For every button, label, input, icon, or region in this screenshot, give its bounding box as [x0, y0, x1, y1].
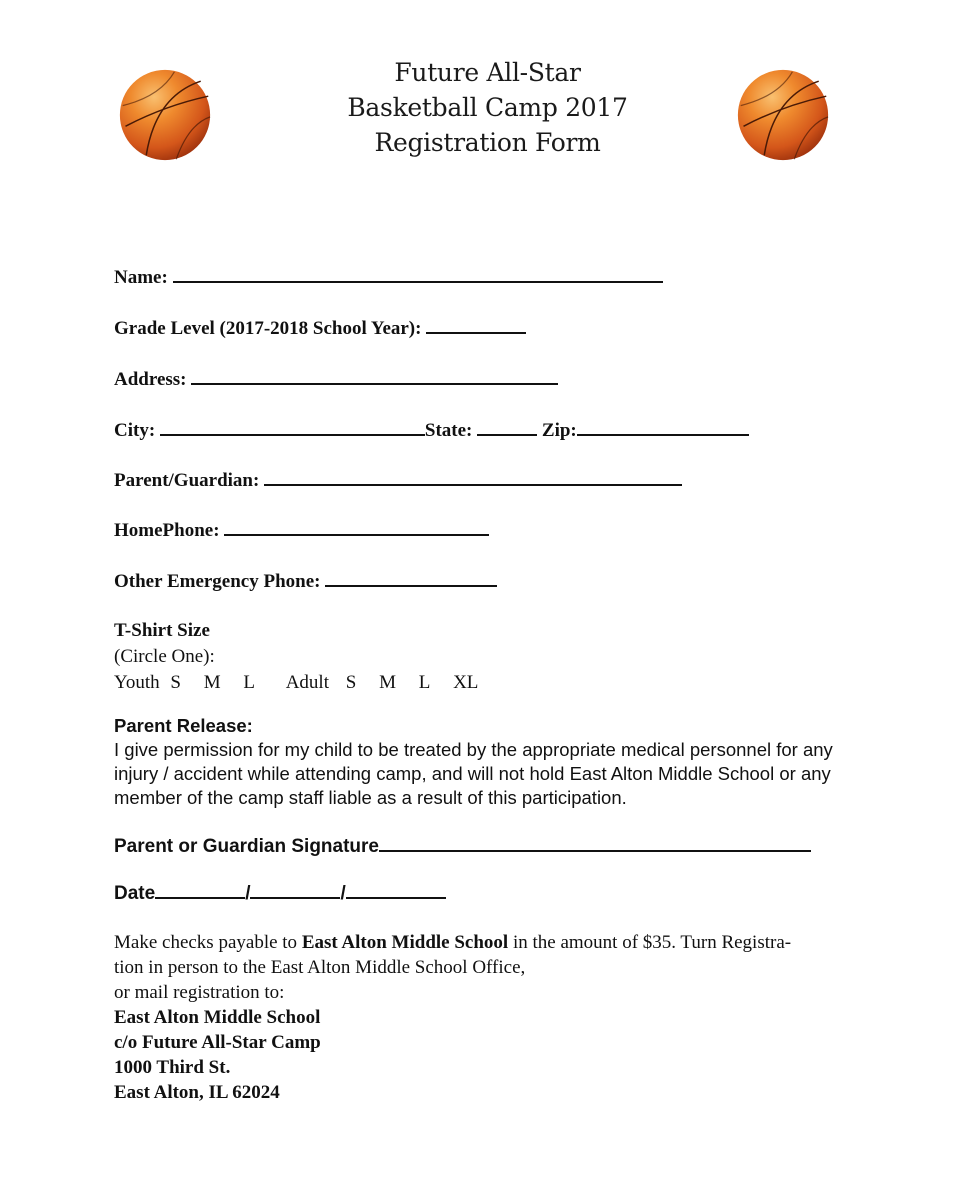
home-phone-input-line[interactable]: [224, 517, 489, 536]
size-option[interactable]: XL: [453, 672, 479, 693]
release-heading: Parent Release:: [114, 715, 253, 736]
address-label: Address:: [114, 369, 187, 390]
date-label: Date: [114, 883, 156, 904]
mailing-address-line: East Alton Middle School: [114, 1007, 321, 1028]
size-option[interactable]: L: [243, 672, 255, 693]
state-label: State:: [424, 420, 473, 441]
grade-input-line[interactable]: [426, 315, 526, 334]
parent-label: Parent/Guardian:: [114, 470, 260, 491]
zip-label: Zip:: [541, 420, 577, 441]
city-input-line[interactable]: [160, 417, 425, 436]
payee-name: East Alton Middle School: [301, 932, 509, 953]
grade-label: Grade Level (2017-2018 School Year):: [114, 318, 422, 339]
date-month-line[interactable]: [155, 880, 245, 899]
date-row: [114, 880, 446, 905]
title-line: Future All-Star: [394, 58, 581, 87]
instructions-line: tion in person to the East Alton Middle School Office,: [114, 957, 526, 978]
mailing-address-line: c/o Future All-Star Camp: [114, 1032, 321, 1053]
size-option[interactable]: M: [379, 672, 396, 693]
payment-instructions: [114, 930, 854, 1105]
instructions-text: in the amount of $35. Turn Registra-: [508, 932, 792, 953]
instructions-line: [114, 930, 854, 955]
title-line: Registration Form: [374, 128, 601, 157]
size-option[interactable]: S: [170, 672, 181, 693]
emergency-phone-field: [114, 568, 497, 593]
name-field: [114, 264, 663, 289]
date-separator: /: [245, 883, 251, 904]
home-phone-field: [114, 517, 489, 542]
emergency-phone-input-line[interactable]: [325, 568, 497, 587]
size-option[interactable]: M: [203, 672, 221, 693]
signature-input-line[interactable]: [379, 833, 811, 852]
city-label: City:: [114, 420, 156, 441]
mailing-address-line: 1000 Third St.: [114, 1057, 231, 1078]
instructions-text: Make checks payable to: [114, 932, 302, 953]
state-input-line[interactable]: [477, 417, 537, 436]
tshirt-section: [114, 618, 478, 696]
release-text: I give permission for my child to be treated by the appropriate medical personnel for any injury / accident while attending camp, and will not hold East Alton Middle School or any member of the camp staff liable as a result of this participation.: [114, 739, 833, 808]
name-input-line[interactable]: [173, 264, 663, 283]
city-state-zip-row: [114, 417, 749, 442]
signature-label: Parent or Guardian Signature: [114, 836, 379, 857]
date-day-line[interactable]: [250, 880, 340, 899]
title-line: Basketball Camp 2017: [347, 93, 628, 122]
home-phone-label: HomePhone:: [114, 520, 220, 541]
tshirt-heading: T-Shirt Size: [114, 620, 210, 641]
date-separator: /: [340, 883, 346, 904]
address-input-line[interactable]: [191, 366, 558, 385]
mailing-address-line: East Alton, IL 62024: [114, 1082, 280, 1103]
zip-input-line[interactable]: [577, 417, 749, 436]
parent-release: [114, 714, 874, 810]
tshirt-instruction: (Circle One):: [114, 646, 215, 667]
size-option[interactable]: S: [345, 672, 357, 693]
youth-label: Youth: [114, 672, 160, 693]
emergency-phone-label: Other Emergency Phone:: [114, 571, 321, 592]
date-year-line[interactable]: [346, 880, 446, 899]
address-field: [114, 366, 558, 391]
grade-field: [114, 315, 526, 340]
parent-input-line[interactable]: [264, 467, 682, 486]
parent-field: [114, 467, 682, 492]
basketball-icon: [736, 68, 830, 162]
size-option[interactable]: L: [418, 672, 431, 693]
name-label: Name:: [114, 267, 168, 288]
signature-row: [114, 833, 811, 858]
size-options: [114, 670, 478, 696]
adult-label: Adult: [285, 672, 329, 693]
instructions-line: or mail registration to:: [114, 982, 285, 1003]
